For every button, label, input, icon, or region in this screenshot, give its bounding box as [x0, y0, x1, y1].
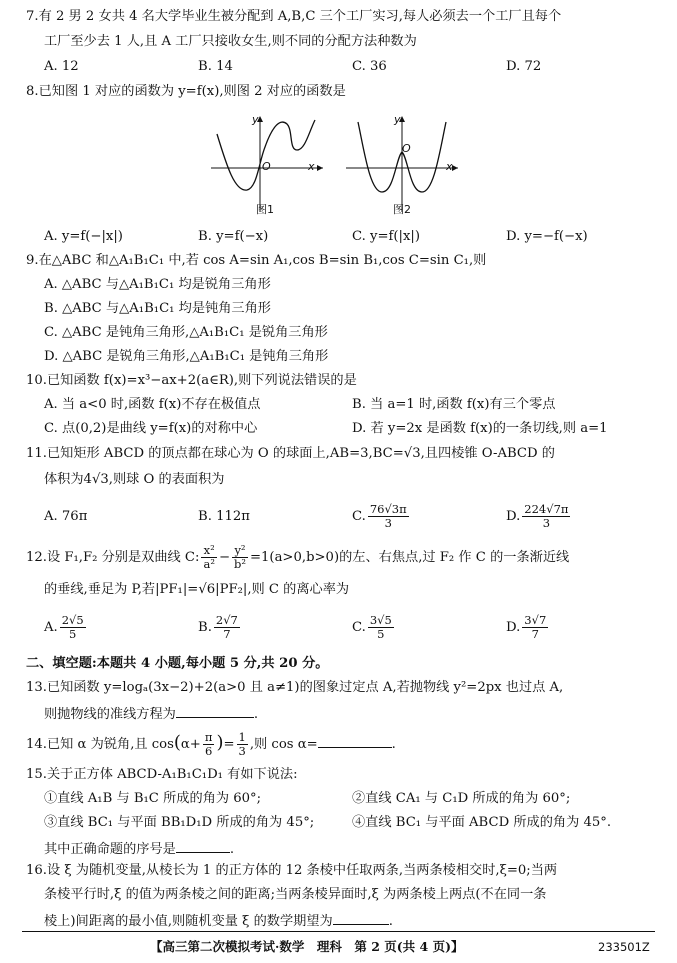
q14-rhs-den: 3 [238, 744, 246, 758]
q9-stem: 9.在△ABC 和△A₁B₁C₁ 中,若 cos A=sin A₁,cos B=sin B₁,cos C=sin C₁,则 [26, 253, 487, 268]
q8-option-b[interactable]: B. y=f(−x) [198, 229, 269, 244]
q10-option-c[interactable]: C. 点(0,2)是曲线 y=f(x)的对称中心 [44, 421, 258, 436]
q11-option-c-fraction [368, 503, 409, 530]
q15-ask-text: 其中正确命题的序号是 [44, 842, 176, 857]
q10-option-a[interactable]: A. 当 a<0 时,函数 f(x)不存在极值点 [44, 397, 261, 412]
fig1-curve [217, 120, 315, 190]
q12-d-prefix: D. [506, 620, 521, 635]
fig2-y-label: y [394, 113, 401, 126]
q9-option-a[interactable]: A. △ABC 与△A₁B₁C₁ 均是锐角三角形 [44, 277, 271, 292]
q16-line3-end: . [388, 914, 393, 929]
q9-option-c[interactable]: C. △ABC 是钝角三角形,△A₁B₁C₁ 是锐角三角形 [44, 325, 328, 340]
q14-rhs-num: 1 [238, 730, 246, 744]
fig2-caption: 图2 [393, 203, 411, 216]
q13-answer-blank[interactable] [176, 703, 254, 718]
q11-option-d-fraction [522, 503, 570, 530]
q12-b-prefix: B. [198, 620, 212, 635]
q7-option-b[interactable]: B. 14 [198, 59, 233, 74]
q15-statement-3: ③直线 BC₁ 与平面 BB₁D₁D 所成的角为 45°; [44, 815, 315, 830]
q12-a-den: 5 [69, 627, 77, 641]
q14-rhs-fraction [237, 731, 248, 758]
q12-b-den: 7 [223, 627, 231, 641]
q12-b-num: 2√7 [215, 613, 238, 627]
q16-line1: 16.设 ξ 为随机变量,从棱长为 1 的正方体的 12 条棱中任取两条,当两条棱相交时,ξ=0;当两 [26, 863, 558, 878]
q12-frac-y [232, 544, 248, 571]
q15-statement-1: ①直线 A₁B 与 B₁C 所成的角为 60°; [44, 791, 262, 806]
q7-line1: 7.有 2 男 2 女共 4 名大学毕业生被分配到 A,B,C 三个工厂实习,每人必须去一个工厂且每个 [26, 9, 562, 24]
q14-rest: ,则 cos α= [249, 737, 318, 752]
footer-code: 233501Z [598, 940, 650, 954]
q12-minus: − [218, 550, 230, 565]
q12-line1 [26, 541, 569, 575]
q14-start: 14.已知 α 为锐角,且 cos [26, 737, 174, 752]
q12-c-fraction [368, 614, 394, 641]
q13-line2-text: 则抛物线的准线方程为 [44, 707, 176, 722]
q11-c-num: 76√3π [369, 502, 407, 516]
q7-line2: 工厂至少去 1 人,且 A 工厂只接收女生,则不同的分配方法种数为 [44, 34, 417, 49]
q14-end: . [391, 737, 396, 752]
q12-frac-y-den: b² [234, 557, 246, 571]
q13-line1: 13.已知函数 y=logₐ(3x−2)+2(a>0 且 a≠1)的图象过定点 A,若抛物线 y²=2px 也过点 A, [26, 680, 564, 695]
q14-pi-fraction [203, 731, 215, 758]
q12-frac-x-den: a² [203, 557, 215, 571]
q12-a-prefix: A. [44, 620, 58, 635]
q12-option-a[interactable] [44, 610, 88, 646]
footer-page-info: 【高三第二次模拟考试·数学 理科 第 2 页(共 4 页)】 [150, 939, 464, 954]
q14-answer-blank[interactable] [318, 733, 392, 748]
q14-inner: α+ [180, 737, 201, 752]
q12-option-c[interactable] [352, 610, 396, 646]
q11-d-den: 3 [542, 516, 551, 530]
q9-option-b[interactable]: B. △ABC 与△A₁B₁C₁ 均是钝角三角形 [44, 301, 271, 316]
q8-option-a[interactable]: A. y=f(−|x|) [44, 229, 123, 244]
q12-d-fraction [522, 614, 548, 641]
q14-pi-num: π [204, 730, 213, 744]
q11-option-d[interactable] [506, 499, 572, 535]
q13-line2-end: . [253, 707, 259, 722]
q11-line1: 11.已知矩形 ABCD 的顶点都在球心为 O 的球面上,AB=3,BC=√3,且四棱锥 O-ABCD 的 [26, 446, 555, 461]
q7-option-c[interactable]: C. 36 [352, 59, 387, 74]
footer-divider [22, 931, 655, 932]
q12-line2: 的垂线,垂足为 P,若|PF₁|=√6|PF₂|,则 C 的离心率为 [44, 582, 350, 597]
q7-option-a[interactable]: A. 12 [44, 59, 79, 74]
q11-option-a[interactable]: A. 76π [44, 509, 88, 524]
q12-a-num: 2√5 [61, 613, 84, 627]
q12-c-den: 5 [377, 627, 385, 641]
q15-stem: 15.关于正方体 ABCD-A₁B₁C₁D₁ 有如下说法: [26, 767, 298, 782]
q16-answer-blank[interactable] [333, 910, 389, 925]
q12-line1-end: =1(a>0,b>0)的左、右焦点,过 F₂ 作 C 的一条渐近线 [249, 550, 570, 565]
q15-statement-2: ②直线 CA₁ 与 C₁D 所成的角为 60°; [352, 791, 571, 806]
q8-stem: 8.已知图 1 对应的函数为 y=f(x),则图 2 对应的函数是 [26, 84, 346, 99]
q12-option-d[interactable] [506, 610, 550, 646]
q12-frac-x-num: x² [201, 544, 216, 558]
q11-option-b[interactable]: B. 112π [198, 509, 250, 524]
fig1-origin: O [262, 160, 271, 173]
section-fill-in-heading: 二、填空题:本题共 4 小题,每小题 5 分,共 20 分。 [26, 656, 329, 671]
fig1-x-arrow [317, 165, 323, 171]
q12-frac-x [201, 544, 216, 571]
q14-paren-left: ( [173, 732, 181, 753]
q10-option-d[interactable]: D. 若 y=2x 是函数 f(x)的一条切线,则 a=1 [352, 421, 608, 436]
q14-equals: = [223, 737, 235, 752]
q12-a-fraction [60, 614, 86, 641]
q12-b-fraction [214, 614, 240, 641]
fig1-x-label: x [308, 160, 315, 173]
q12-frac-y-num: y² [232, 544, 248, 558]
q10-option-b[interactable]: B. 当 a=1 时,函数 f(x)有三个零点 [352, 397, 556, 412]
q16-line2: 条棱平行时,ξ 的值为两条棱之间的距离;当两条棱异面时,ξ 为两条棱上两点(不在同一条 [44, 887, 547, 902]
q11-option-c-prefix: C. [352, 509, 366, 524]
q12-d-den: 7 [531, 627, 539, 641]
q14-paren-right: ) [216, 732, 224, 753]
q7-option-d[interactable]: D. 72 [506, 59, 542, 74]
q14-pi-den: 6 [204, 744, 213, 758]
q15-answer-blank[interactable] [176, 838, 230, 853]
q16-line3 [44, 910, 393, 931]
q12-d-num: 3√7 [524, 613, 547, 627]
q9-option-d[interactable]: D. △ABC 是锐角三角形,△A₁B₁C₁ 是钝角三角形 [44, 349, 329, 364]
q12-line1-start: 12.设 F₁,F₂ 分别是双曲线 C: [26, 550, 200, 565]
fig1-y-label: y [252, 113, 259, 126]
q13-line2 [44, 703, 258, 724]
q15-ask [44, 838, 234, 859]
q11-option-d-prefix: D. [506, 509, 521, 524]
q11-line2: 体积为4√3,则球 O 的表面积为 [44, 472, 225, 487]
q12-c-prefix: C. [352, 620, 366, 635]
q8-option-c[interactable]: C. y=f(|x|) [352, 229, 420, 244]
q15-statement-4: ④直线 BC₁ 与平面 ABCD 所成的角为 45°. [352, 815, 612, 830]
q10-stem: 10.已知函数 f(x)=x³−ax+2(a∈R),则下列说法错误的是 [26, 373, 357, 388]
fig2-x-label: x [446, 160, 453, 173]
q15-ask-end: . [229, 842, 235, 857]
q8-option-d[interactable]: D. y=−f(−x) [506, 229, 588, 244]
q14-line [26, 726, 396, 762]
q11-c-den: 3 [384, 516, 392, 530]
fig2-origin: O [402, 142, 411, 155]
q12-option-b[interactable] [198, 610, 242, 646]
q12-c-num: 3√5 [369, 613, 392, 627]
q16-line3-text: 棱上)间距离的最小值,则随机变量 ξ 的数学期望为 [44, 914, 333, 929]
q11-d-num: 224√7π [524, 502, 569, 516]
q11-option-c[interactable] [352, 499, 411, 535]
fig1-caption: 图1 [256, 203, 274, 216]
